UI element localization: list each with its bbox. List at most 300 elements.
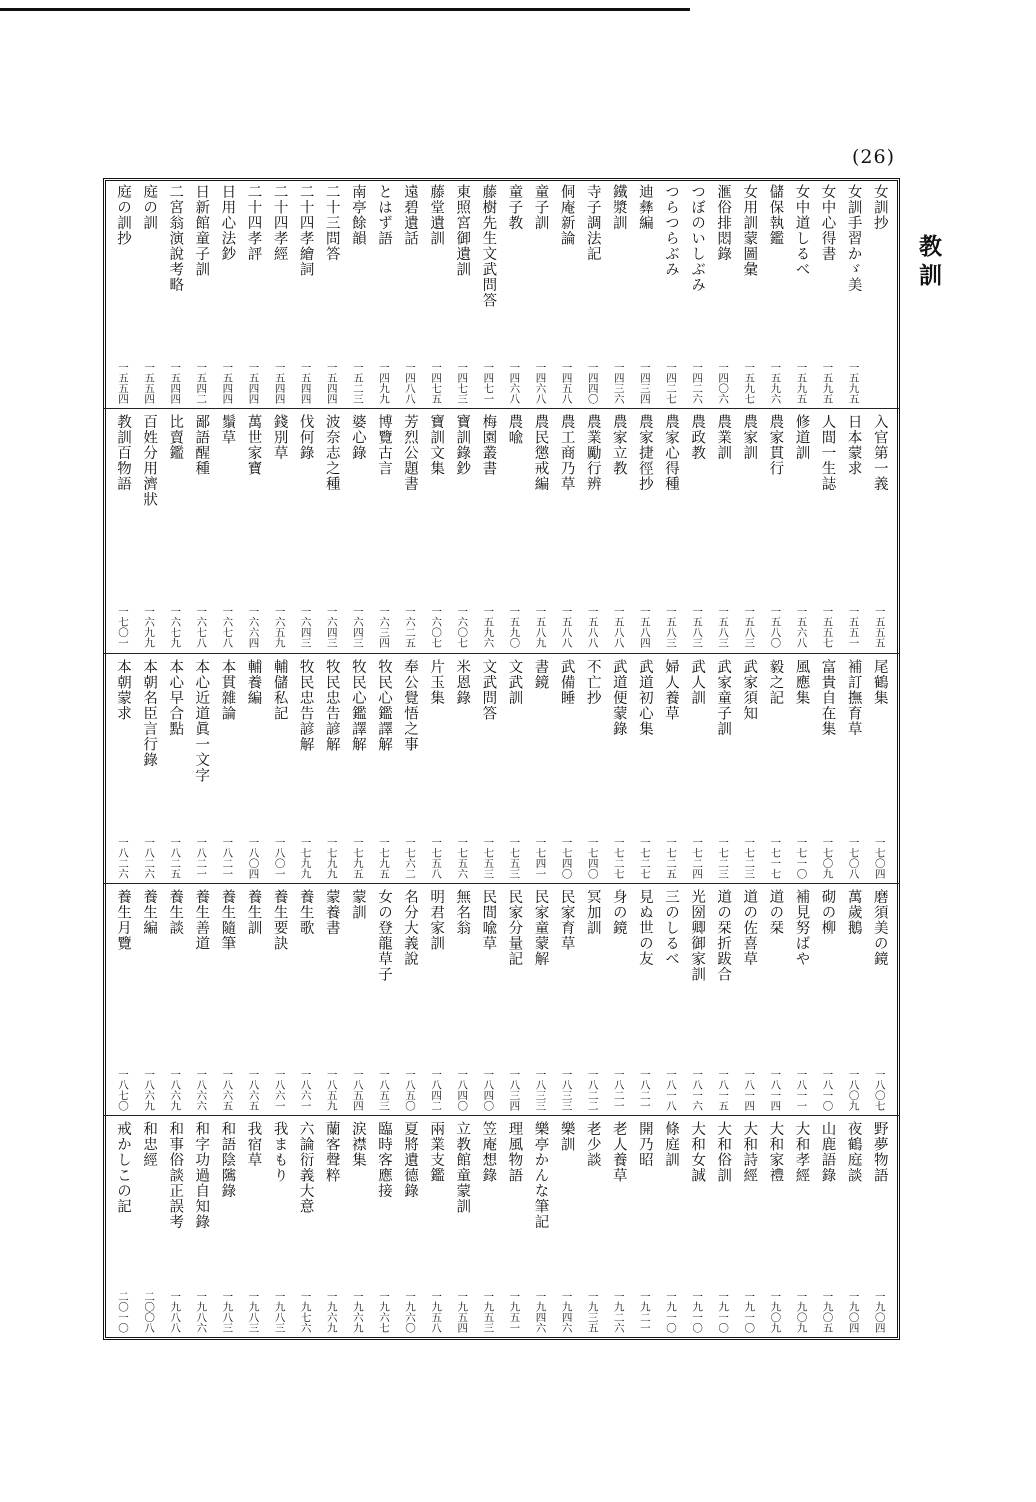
entry-page-number: 一五六八 [795, 606, 808, 648]
entry-title: 書鏡 [532, 659, 549, 690]
index-entry [267, 1121, 293, 1333]
index-entry [554, 889, 580, 1111]
entry-title: 大和家禮 [767, 1121, 784, 1183]
entry-title: 我まもり [271, 1121, 288, 1183]
index-entry [632, 889, 658, 1111]
entry-page-number: 一九七六 [299, 1291, 312, 1333]
entry-page-number: 一五八八 [612, 606, 625, 648]
index-entry [632, 659, 658, 879]
index-entry [736, 414, 762, 648]
entry-page-number: 一八一〇 [821, 1069, 834, 1111]
page-number: (26) [852, 146, 896, 168]
index-entry [684, 659, 710, 879]
entry-title: 蒙養書 [323, 889, 340, 936]
entry-page-number: 一五四四 [325, 362, 338, 404]
entry-title: 伐何錄 [297, 414, 314, 461]
index-entry [501, 414, 527, 648]
entry-page-number: 一七四一 [534, 837, 547, 879]
entry-title: 大和女誠 [689, 1121, 706, 1183]
entry-title: 道の佐喜草 [741, 889, 758, 967]
entry-title: 迪彝編 [636, 184, 653, 231]
index-entry [501, 889, 527, 1111]
entry-page-number: 一四三四 [638, 362, 651, 404]
entry-title: 本貫雜論 [219, 659, 236, 721]
entry-title: 道の栞 [767, 889, 784, 936]
index-entry [815, 184, 841, 404]
entry-page-number: 一六七八 [195, 606, 208, 648]
entry-page-number: 一五二三 [351, 362, 364, 404]
entry-page-number: 一九〇五 [821, 1291, 834, 1333]
entry-page-number: 一四二六 [691, 362, 704, 404]
entry-page-number: 一七六二 [404, 837, 417, 879]
entry-page-number: 一五五四 [117, 362, 129, 404]
top-rule [0, 8, 690, 11]
index-entry [606, 889, 632, 1111]
index-entry [528, 1121, 554, 1333]
index-entry [110, 659, 136, 879]
index-entry [867, 1121, 893, 1333]
entry-title: 山鹿語錄 [819, 1121, 836, 1183]
entry-page-number: 一九八三 [273, 1291, 286, 1333]
entry-page-number: 一九六九 [325, 1291, 338, 1333]
entry-page-number: 一五九〇 [508, 606, 521, 648]
index-entry [110, 889, 136, 1111]
index-entry [162, 1121, 188, 1333]
index-entry [162, 659, 188, 879]
entry-page-number: 一八〇七 [873, 1069, 886, 1111]
index-entry [580, 889, 606, 1111]
entry-title: 武家須知 [741, 659, 758, 721]
entry-page-number: 一六五九 [273, 606, 286, 648]
entry-title: 樂亭かんな筆記 [532, 1121, 549, 1230]
index-entry [475, 1121, 501, 1333]
entry-page-number: 一七一七 [769, 837, 782, 879]
entry-page-number: 一九〇九 [795, 1291, 808, 1333]
entry-title: 本心早合點 [167, 659, 184, 737]
entry-page-number: 一九五八 [430, 1291, 443, 1333]
entry-title: 補見努ばや [793, 889, 810, 967]
entry-page-number: 一五八四 [638, 606, 651, 648]
entry-page-number: 一四五八 [560, 362, 573, 404]
entry-page-number: 一八一六 [691, 1069, 704, 1111]
index-entry [580, 184, 606, 404]
entry-title: 婦人養草 [662, 659, 679, 721]
entry-page-number: 一五九六 [769, 362, 782, 404]
index-entry [710, 184, 736, 404]
index-entry [632, 414, 658, 648]
entry-page-number: 一八一五 [717, 1069, 730, 1111]
entry-page-number: 一五九七 [743, 362, 756, 404]
entry-page-number: 一八五〇 [404, 1069, 417, 1111]
entry-title: 大和俗訓 [715, 1121, 732, 1183]
entry-title: 農政教 [689, 414, 706, 461]
index-entry [762, 414, 788, 648]
band-divider [103, 408, 900, 409]
entry-page-number: 一七五三 [482, 837, 495, 879]
index-entry [606, 184, 632, 404]
entry-page-number: 一九六七 [377, 1291, 390, 1333]
entry-title: 庭の訓抄 [115, 184, 131, 246]
index-entry [528, 889, 554, 1111]
entry-title: 百姓分用濟狀 [141, 414, 158, 507]
entry-title: 老人養草 [610, 1121, 627, 1183]
index-band-1 [106, 184, 897, 404]
index-entry [371, 1121, 397, 1333]
entry-title: 見ぬ世の友 [636, 889, 653, 967]
entry-page-number: 一九六九 [351, 1291, 364, 1333]
entry-title: 臨時客應接 [375, 1121, 392, 1199]
entry-page-number: 一六九九 [143, 606, 156, 648]
index-entry [110, 1121, 136, 1333]
entry-title: 農家訓 [741, 414, 758, 461]
index-entry [345, 889, 371, 1111]
entry-page-number: 一七九九 [325, 837, 338, 879]
index-entry [423, 414, 449, 648]
entry-title: 米恩錄 [454, 659, 471, 706]
entry-title: 東照宮御遺訓 [454, 184, 471, 277]
entry-title: 日本蒙求 [845, 414, 862, 476]
index-entry [449, 889, 475, 1111]
entry-page-number: 一九一〇 [743, 1291, 756, 1333]
entry-title: 農家捷徑抄 [636, 414, 653, 492]
entry-title: 寶訓錄鈔 [454, 414, 471, 476]
entry-page-number: 一九四六 [534, 1291, 547, 1333]
index-entry [815, 1121, 841, 1333]
index-band-4 [106, 889, 897, 1111]
entry-page-number: 一八六一 [273, 1069, 286, 1111]
entry-page-number: 二〇〇八 [143, 1291, 156, 1333]
entry-title: 奉公覺悟之事 [402, 659, 419, 752]
index-entry [397, 889, 423, 1111]
entry-title: 風應集 [793, 659, 810, 706]
entry-page-number: 一八一一 [795, 1069, 808, 1111]
entry-title: 女中心得書 [819, 184, 836, 262]
index-entry [240, 889, 266, 1111]
index-entry [267, 659, 293, 879]
index-entry [788, 184, 814, 404]
entry-page-number: 一九三五 [586, 1291, 599, 1333]
entry-title: 女の登龍草子 [375, 889, 392, 982]
entry-page-number: 一八一四 [743, 1069, 756, 1111]
entry-page-number: 一九〇四 [873, 1291, 886, 1333]
entry-title: 二十四孝評 [245, 184, 262, 262]
entry-title: 民家分量記 [506, 889, 523, 967]
entry-page-number: 一八六五 [247, 1069, 260, 1111]
index-entry [475, 659, 501, 879]
entry-page-number: 一八五四 [351, 1069, 364, 1111]
entry-title: 鬚草 [219, 414, 236, 445]
entry-page-number: 一九二一 [638, 1291, 651, 1333]
entry-page-number: 一五四四 [221, 362, 234, 404]
entry-title: 大和詩經 [741, 1121, 758, 1183]
band-divider [103, 883, 900, 884]
entry-page-number: 二〇一〇 [117, 1291, 129, 1333]
index-entry [397, 1121, 423, 1333]
entry-page-number: 一六〇七 [456, 606, 469, 648]
index-entry [528, 414, 554, 648]
index-entry [580, 414, 606, 648]
entry-page-number: 一七〇一 [117, 606, 129, 648]
entry-title: 博覽古言 [375, 414, 392, 476]
entry-title: 養生談 [167, 889, 184, 936]
index-entry [788, 1121, 814, 1333]
entry-title: 無名翁 [454, 889, 471, 936]
entry-title: 三のしるべ [662, 889, 679, 967]
index-entry [267, 184, 293, 404]
index-entry [162, 184, 188, 404]
entry-page-number: 一六二五 [404, 606, 417, 648]
index-entry [319, 184, 345, 404]
index-entry [449, 184, 475, 404]
entry-page-number: 一九四六 [560, 1291, 573, 1333]
entry-title: 萬世家寶 [245, 414, 262, 476]
entry-title: 武備睡 [558, 659, 575, 706]
index-entry [267, 889, 293, 1111]
entry-title: 庭の訓 [141, 184, 158, 231]
entry-page-number: 一八二二 [586, 1069, 599, 1111]
index-entry [867, 659, 893, 879]
entry-page-number: 一六六四 [247, 606, 260, 648]
entry-title: 養生訓 [245, 889, 262, 936]
entry-title: 童子訓 [532, 184, 549, 231]
entry-page-number: 一五八三 [664, 606, 677, 648]
index-entry [136, 1121, 162, 1333]
entry-title: 本朝名臣言行錄 [141, 659, 158, 768]
entry-page-number: 一五四二 [195, 362, 208, 404]
index-entry [684, 184, 710, 404]
index-entry [162, 889, 188, 1111]
index-entry [841, 659, 867, 879]
entry-title: 野夢物語 [871, 1121, 888, 1183]
index-entry [449, 414, 475, 648]
entry-title: 老少談 [584, 1121, 601, 1168]
index-band-3 [106, 659, 897, 879]
entry-page-number: 一八二六 [143, 837, 156, 879]
entry-page-number: 一八三三 [534, 1069, 547, 1111]
entry-title: 童子教 [506, 184, 523, 231]
entry-page-number: 一七九五 [351, 837, 364, 879]
index-band-2 [106, 414, 897, 648]
entry-title: 道の栞折跋合 [715, 889, 732, 982]
entry-title: 女訓手習かゞ美 [845, 184, 862, 293]
entry-title: 輔儲私記 [271, 659, 288, 721]
entry-title: 藤樹先生文武問答 [480, 184, 497, 308]
entry-page-number: 一四〇六 [717, 362, 730, 404]
entry-page-number: 一五四四 [273, 362, 286, 404]
entry-page-number: 一九〇九 [769, 1291, 782, 1333]
entry-title: 本心近道眞一文字 [193, 659, 210, 783]
entry-title: つらつらぶみ [662, 184, 679, 277]
index-entry [136, 659, 162, 879]
entry-page-number: 一八二五 [169, 837, 182, 879]
index-entry [397, 184, 423, 404]
band-divider [103, 653, 900, 654]
entry-page-number: 一八六九 [169, 1069, 182, 1111]
entry-page-number: 一七一〇 [795, 837, 808, 879]
entry-page-number: 一九一〇 [717, 1291, 730, 1333]
entry-page-number: 一五九五 [795, 362, 808, 404]
index-entry [580, 1121, 606, 1333]
index-entry [345, 184, 371, 404]
entry-title: 毅之記 [767, 659, 784, 706]
entry-page-number: 一五八九 [534, 606, 547, 648]
index-entry [788, 659, 814, 879]
entry-page-number: 一八〇四 [247, 837, 260, 879]
entry-title: 農家心得種 [662, 414, 679, 492]
entry-title: 戒かしこの記 [115, 1121, 131, 1214]
entry-title: 二十三問答 [323, 184, 340, 262]
index-entry [371, 414, 397, 648]
index-entry [319, 414, 345, 648]
entry-page-number: 一八六五 [221, 1069, 234, 1111]
index-entry [214, 414, 240, 648]
entry-title: 和語陰隲錄 [219, 1121, 236, 1199]
index-entry [449, 659, 475, 879]
index-entry [580, 659, 606, 879]
index-entry [762, 184, 788, 404]
entry-page-number: 一八四〇 [482, 1069, 495, 1111]
entry-title: 鄙語醒種 [193, 414, 210, 476]
index-entry [606, 414, 632, 648]
entry-title: 梅園叢書 [480, 414, 497, 476]
entry-title: 比賣鑑 [167, 414, 184, 461]
entry-title: 兩業支鑑 [428, 1121, 445, 1183]
entry-page-number: 一七五八 [430, 837, 443, 879]
entry-title: 寺子調法記 [584, 184, 601, 262]
entry-page-number: 一七四〇 [560, 837, 573, 879]
index-entry [710, 659, 736, 879]
index-entry [815, 414, 841, 648]
entry-title: 涙襟集 [349, 1121, 366, 1168]
index-entry [606, 1121, 632, 1333]
entry-page-number: 一八二一 [195, 837, 208, 879]
entry-title: 蒙訓 [349, 889, 366, 920]
entry-page-number: 一八四〇 [456, 1069, 469, 1111]
index-band-5 [106, 1121, 897, 1333]
index-entry [658, 659, 684, 879]
index-entry [136, 184, 162, 404]
entry-title: 文武訓 [506, 659, 523, 706]
entry-title: 二宮翁演說考略 [167, 184, 184, 293]
entry-page-number: 一四六八 [534, 362, 547, 404]
entry-page-number: 一九五三 [482, 1291, 495, 1333]
entry-page-number: 一四七三 [456, 362, 469, 404]
entry-page-number: 一七五三 [508, 837, 521, 879]
entry-title: 牧民心鑑譯解 [349, 659, 366, 752]
index-entry [815, 889, 841, 1111]
index-entry [136, 414, 162, 648]
entry-title: 本朝蒙求 [115, 659, 131, 721]
entry-page-number: 一八三四 [508, 1069, 521, 1111]
entry-title: 農喩 [506, 414, 523, 445]
entry-page-number: 一八二一 [612, 1069, 625, 1111]
index-entry [214, 889, 240, 1111]
entry-page-number: 一五四四 [169, 362, 182, 404]
index-entry [240, 184, 266, 404]
entry-title: 輔養編 [245, 659, 262, 706]
index-entry [188, 889, 214, 1111]
entry-title: 寶訓文集 [428, 414, 445, 476]
index-entry [632, 1121, 658, 1333]
entry-title: 入官第一義 [871, 414, 888, 492]
entry-page-number: 一八一八 [664, 1069, 677, 1111]
entry-title: 養生編 [141, 889, 158, 936]
entry-title: 芳烈公題書 [402, 414, 419, 492]
entry-page-number: 一四二七 [664, 362, 677, 404]
entry-page-number: 一九八八 [169, 1291, 182, 1333]
entry-title: 日新館童子訓 [193, 184, 210, 277]
index-entry [554, 414, 580, 648]
index-entry [423, 889, 449, 1111]
entry-page-number: 一八六六 [195, 1069, 208, 1111]
entry-title: 民間喩草 [480, 889, 497, 951]
index-entry [815, 659, 841, 879]
entry-page-number: 一七二五 [664, 837, 677, 879]
entry-page-number: 一四四〇 [586, 362, 599, 404]
entry-title: 藤堂遺訓 [428, 184, 445, 246]
entry-page-number: 一五八三 [691, 606, 704, 648]
index-entry [736, 1121, 762, 1333]
entry-page-number: 一五九五 [847, 362, 860, 404]
index-entry [371, 889, 397, 1111]
entry-title: 補訂撫育草 [845, 659, 862, 737]
index-entry [528, 659, 554, 879]
entry-title: 婆心錄 [349, 414, 366, 461]
index-entry [710, 889, 736, 1111]
entry-title: 冥加訓 [584, 889, 601, 936]
index-entry [449, 1121, 475, 1333]
entry-title: 二十四孝經 [271, 184, 288, 262]
index-entry [475, 889, 501, 1111]
index-entry [501, 659, 527, 879]
entry-page-number: 一六四三 [299, 606, 312, 648]
entry-page-number: 一八五九 [325, 1069, 338, 1111]
index-entry [867, 414, 893, 648]
band-divider [103, 1115, 900, 1116]
index-entry [110, 414, 136, 648]
entry-title: 笠庵想錄 [480, 1121, 497, 1183]
entry-page-number: 一五四四 [247, 362, 260, 404]
entry-title: 萬歲鵝 [845, 889, 862, 936]
entry-page-number: 一七四〇 [586, 837, 599, 879]
entry-title: 武道初心集 [636, 659, 653, 737]
index-entry [710, 1121, 736, 1333]
entry-page-number: 一七〇九 [821, 837, 834, 879]
entry-page-number: 一四六八 [508, 362, 521, 404]
entry-title: 不亡抄 [584, 659, 601, 706]
entry-title: 片玉集 [428, 659, 445, 706]
entry-title: 修道訓 [793, 414, 810, 461]
entry-page-number: 一七五六 [456, 837, 469, 879]
entry-page-number: 一八〇九 [847, 1069, 860, 1111]
index-entry [188, 184, 214, 404]
entry-title: 女中道しるべ [793, 184, 810, 277]
entry-page-number: 一七九九 [299, 837, 312, 879]
index-entry [684, 889, 710, 1111]
entry-page-number: 一七二七 [638, 837, 651, 879]
entry-title: 樂訓 [558, 1121, 575, 1152]
entry-page-number: 一四七五 [430, 362, 443, 404]
entry-title: 夏將遺德錄 [402, 1121, 419, 1199]
entry-title: 日用心法鈔 [219, 184, 236, 262]
index-entry [293, 414, 319, 648]
entry-title: 開乃昭 [636, 1121, 653, 1168]
entry-title: 農業訓 [715, 414, 732, 461]
index-entry [554, 184, 580, 404]
entry-title: 明君家訓 [428, 889, 445, 951]
entry-title: 儲保執鑑 [767, 184, 784, 246]
entry-title: 女用訓蒙圖彙 [741, 184, 758, 277]
